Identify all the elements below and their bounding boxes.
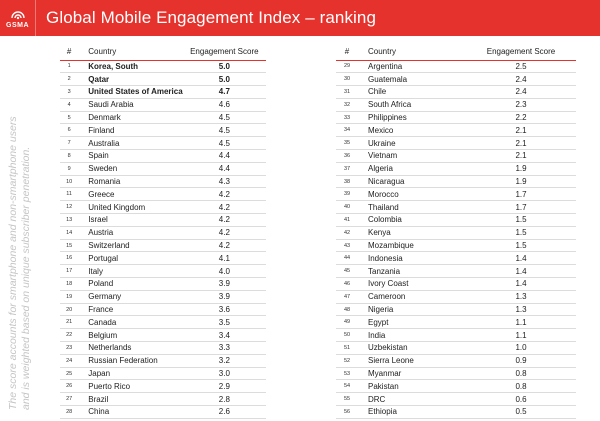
table-row [60, 354, 266, 367]
table-row [336, 303, 576, 316]
country-cell: Vietnam [358, 150, 466, 163]
rank-cell: 36 [336, 150, 358, 163]
side-note-line-2: and is weighted based on unique subscriber penetration. [20, 146, 32, 410]
column-header-rank: # [60, 44, 78, 60]
score-cell: 4.5 [183, 137, 266, 150]
table-row [60, 137, 266, 150]
header-bar [0, 0, 600, 36]
table-row [336, 380, 576, 393]
score-cell: 3.5 [183, 316, 266, 329]
country-cell: Greece [78, 188, 182, 201]
rank-cell: 12 [60, 201, 78, 214]
score-cell: 2.4 [466, 73, 576, 86]
country-cell: United States of America [78, 86, 182, 99]
rank-cell: 27 [60, 393, 78, 406]
table-row [60, 290, 266, 303]
rank-cell: 5 [60, 111, 78, 124]
table-row [336, 342, 576, 355]
rank-cell: 34 [336, 124, 358, 137]
table-row [60, 239, 266, 252]
country-cell: Uzbekistan [358, 342, 466, 355]
rank-cell: 10 [60, 175, 78, 188]
score-cell: 1.7 [466, 188, 576, 201]
table-row [336, 354, 576, 367]
country-cell: Nigeria [358, 303, 466, 316]
table-row [60, 124, 266, 137]
gsma-logo [0, 0, 36, 36]
side-note-line-1: The score accounts for smartphone and non-smartphone users [7, 116, 19, 410]
rank-cell: 49 [336, 316, 358, 329]
rank-cell: 15 [60, 239, 78, 252]
table-row [60, 60, 266, 73]
column-header-score: Engagement Score [183, 44, 266, 60]
table-row [336, 252, 576, 265]
table-row [60, 188, 266, 201]
table-row [60, 342, 266, 355]
score-cell: 2.2 [466, 111, 576, 124]
score-cell: 4.2 [183, 239, 266, 252]
country-cell: Argentina [358, 60, 466, 73]
rank-cell: 50 [336, 329, 358, 342]
table-row [336, 290, 576, 303]
table-row [60, 162, 266, 175]
table-row [60, 201, 266, 214]
table-row [60, 303, 266, 316]
gsma-logo-text: GSMA [6, 21, 29, 29]
score-cell: 1.4 [466, 265, 576, 278]
country-cell: India [358, 329, 466, 342]
table-row [60, 86, 266, 99]
country-cell: Netherlands [78, 342, 182, 355]
score-cell: 1.9 [466, 175, 576, 188]
rank-cell: 56 [336, 406, 358, 419]
table-row [336, 98, 576, 111]
country-cell: Germany [78, 290, 182, 303]
rank-cell: 31 [336, 86, 358, 99]
rank-cell: 37 [336, 162, 358, 175]
country-cell: Switzerland [78, 239, 182, 252]
score-cell: 4.2 [183, 226, 266, 239]
rank-cell: 42 [336, 226, 358, 239]
table-row [336, 226, 576, 239]
country-cell: Japan [78, 367, 182, 380]
rank-cell: 11 [60, 188, 78, 201]
table-row [60, 226, 266, 239]
rank-cell: 51 [336, 342, 358, 355]
rank-cell: 16 [60, 252, 78, 265]
country-cell: Korea, South [78, 60, 182, 73]
score-cell: 2.1 [466, 124, 576, 137]
score-cell: 2.1 [466, 137, 576, 150]
column-header-score: Engagement Score [466, 44, 576, 60]
table-row [336, 367, 576, 380]
score-cell: 3.3 [183, 342, 266, 355]
rank-cell: 32 [336, 98, 358, 111]
country-cell: Kenya [358, 226, 466, 239]
rank-cell: 46 [336, 278, 358, 291]
country-cell: Portugal [78, 252, 182, 265]
score-cell: 4.2 [183, 214, 266, 227]
rank-cell: 3 [60, 86, 78, 99]
score-cell: 0.6 [466, 393, 576, 406]
rank-cell: 4 [60, 98, 78, 111]
score-cell: 1.3 [466, 303, 576, 316]
score-cell: 1.7 [466, 201, 576, 214]
score-cell: 4.1 [183, 252, 266, 265]
country-cell: Israel [78, 214, 182, 227]
score-cell: 2.9 [183, 380, 266, 393]
score-cell: 3.0 [183, 367, 266, 380]
rank-cell: 41 [336, 214, 358, 227]
rank-cell: 1 [60, 60, 78, 73]
score-cell: 4.4 [183, 162, 266, 175]
rank-cell: 2 [60, 73, 78, 86]
country-cell: Guatemala [358, 73, 466, 86]
rank-cell: 20 [60, 303, 78, 316]
table-row [60, 214, 266, 227]
table-header-row [60, 44, 266, 60]
score-cell: 1.5 [466, 226, 576, 239]
score-cell: 1.9 [466, 162, 576, 175]
score-cell: 4.5 [183, 111, 266, 124]
table-row [336, 162, 576, 175]
column-header-country: Country [358, 44, 466, 60]
country-cell: Philippines [358, 111, 466, 124]
rank-cell: 40 [336, 201, 358, 214]
rank-cell: 33 [336, 111, 358, 124]
rank-cell: 39 [336, 188, 358, 201]
rank-cell: 43 [336, 239, 358, 252]
country-cell: Romania [78, 175, 182, 188]
country-cell: Saudi Arabia [78, 98, 182, 111]
score-cell: 2.8 [183, 393, 266, 406]
country-cell: South Africa [358, 98, 466, 111]
rank-cell: 26 [60, 380, 78, 393]
country-cell: Brazil [78, 393, 182, 406]
score-cell: 3.9 [183, 278, 266, 291]
rank-cell: 30 [336, 73, 358, 86]
country-cell: Indonesia [358, 252, 466, 265]
table-row [60, 73, 266, 86]
column-header-rank: # [336, 44, 358, 60]
country-cell: Mozambique [358, 239, 466, 252]
table-row [336, 111, 576, 124]
score-cell: 1.5 [466, 239, 576, 252]
rank-cell: 53 [336, 367, 358, 380]
rank-cell: 25 [60, 367, 78, 380]
table-row [336, 86, 576, 99]
country-cell: Puerto Rico [78, 380, 182, 393]
rank-cell: 18 [60, 278, 78, 291]
score-cell: 2.6 [183, 406, 266, 419]
ranking-table-left [60, 44, 266, 419]
rank-cell: 8 [60, 150, 78, 163]
country-cell: DRC [358, 393, 466, 406]
table-row [60, 98, 266, 111]
score-cell: 4.0 [183, 265, 266, 278]
table-row [60, 265, 266, 278]
rank-cell: 14 [60, 226, 78, 239]
table-row [336, 137, 576, 150]
country-cell: Colombia [358, 214, 466, 227]
score-cell: 4.6 [183, 98, 266, 111]
country-cell: Russian Federation [78, 354, 182, 367]
table-row [60, 367, 266, 380]
country-cell: United Kingdom [78, 201, 182, 214]
score-cell: 1.4 [466, 278, 576, 291]
score-cell: 0.8 [466, 380, 576, 393]
table-row [60, 175, 266, 188]
rank-cell: 19 [60, 290, 78, 303]
score-cell: 3.6 [183, 303, 266, 316]
score-cell: 2.3 [466, 98, 576, 111]
score-cell: 2.4 [466, 86, 576, 99]
score-cell: 4.5 [183, 124, 266, 137]
score-cell: 2.5 [466, 60, 576, 73]
rank-cell: 55 [336, 393, 358, 406]
table-row [60, 111, 266, 124]
rank-cell: 47 [336, 290, 358, 303]
country-cell: Australia [78, 137, 182, 150]
country-cell: Sweden [78, 162, 182, 175]
table-row [336, 393, 576, 406]
rank-cell: 35 [336, 137, 358, 150]
score-cell: 1.0 [466, 342, 576, 355]
side-note [3, 58, 39, 418]
country-cell: Austria [78, 226, 182, 239]
rank-cell: 17 [60, 265, 78, 278]
table-row [60, 329, 266, 342]
country-cell: Mexico [358, 124, 466, 137]
table-row [336, 201, 576, 214]
table-row [336, 150, 576, 163]
country-cell: Poland [78, 278, 182, 291]
rank-cell: 38 [336, 175, 358, 188]
country-cell: Belgium [78, 329, 182, 342]
table-row [60, 393, 266, 406]
score-cell: 1.5 [466, 214, 576, 227]
table-row [60, 316, 266, 329]
country-cell: Qatar [78, 73, 182, 86]
country-cell: Italy [78, 265, 182, 278]
country-cell: Ethiopia [358, 406, 466, 419]
country-cell: Canada [78, 316, 182, 329]
score-cell: 4.2 [183, 188, 266, 201]
country-cell: China [78, 406, 182, 419]
score-cell: 0.8 [466, 367, 576, 380]
ranking-table-right [336, 44, 576, 419]
score-cell: 0.5 [466, 406, 576, 419]
country-cell: Pakistan [358, 380, 466, 393]
table-row [60, 150, 266, 163]
country-cell: Ivory Coast [358, 278, 466, 291]
rank-cell: 45 [336, 265, 358, 278]
score-cell: 5.0 [183, 73, 266, 86]
country-cell: Finland [78, 124, 182, 137]
country-cell: Chile [358, 86, 466, 99]
table-row [336, 265, 576, 278]
score-cell: 2.1 [466, 150, 576, 163]
rank-cell: 24 [60, 354, 78, 367]
rank-cell: 21 [60, 316, 78, 329]
score-cell: 1.1 [466, 329, 576, 342]
table-row [60, 406, 266, 419]
score-cell: 3.4 [183, 329, 266, 342]
rank-cell: 28 [60, 406, 78, 419]
rank-cell: 48 [336, 303, 358, 316]
score-cell: 5.0 [183, 60, 266, 73]
table-row [336, 214, 576, 227]
table-row [336, 60, 576, 73]
page-title: Global Mobile Engagement Index – ranking [46, 8, 377, 27]
score-cell: 4.7 [183, 86, 266, 99]
country-cell: Thailand [358, 201, 466, 214]
country-cell: Tanzania [358, 265, 466, 278]
country-cell: Nicaragua [358, 175, 466, 188]
score-cell: 4.4 [183, 150, 266, 163]
country-cell: Denmark [78, 111, 182, 124]
score-cell: 3.9 [183, 290, 266, 303]
score-cell: 0.9 [466, 354, 576, 367]
table-row [60, 380, 266, 393]
table-row [336, 406, 576, 419]
country-cell: Morocco [358, 188, 466, 201]
rank-cell: 9 [60, 162, 78, 175]
rank-cell: 54 [336, 380, 358, 393]
table-row [60, 252, 266, 265]
country-cell: Spain [78, 150, 182, 163]
score-cell: 1.4 [466, 252, 576, 265]
country-cell: Algeria [358, 162, 466, 175]
score-cell: 1.1 [466, 316, 576, 329]
country-cell: Ukraine [358, 137, 466, 150]
column-header-country: Country [78, 44, 182, 60]
country-cell: Cameroon [358, 290, 466, 303]
country-cell: Egypt [358, 316, 466, 329]
table-row [336, 316, 576, 329]
table-header-row [336, 44, 576, 60]
score-cell: 4.3 [183, 175, 266, 188]
table-row [336, 124, 576, 137]
table-row [336, 188, 576, 201]
rank-cell: 13 [60, 214, 78, 227]
table-row [60, 278, 266, 291]
table-row [336, 278, 576, 291]
rank-cell: 23 [60, 342, 78, 355]
country-cell: France [78, 303, 182, 316]
table-row [336, 329, 576, 342]
gsma-logo-icon [10, 8, 26, 20]
rank-cell: 6 [60, 124, 78, 137]
score-cell: 1.3 [466, 290, 576, 303]
country-cell: Myanmar [358, 367, 466, 380]
table-row [336, 73, 576, 86]
score-cell: 3.2 [183, 354, 266, 367]
table-row [336, 239, 576, 252]
rank-cell: 22 [60, 329, 78, 342]
rank-cell: 44 [336, 252, 358, 265]
country-cell: Sierra Leone [358, 354, 466, 367]
rank-cell: 7 [60, 137, 78, 150]
rank-cell: 52 [336, 354, 358, 367]
rank-cell: 29 [336, 60, 358, 73]
score-cell: 4.2 [183, 201, 266, 214]
table-row [336, 175, 576, 188]
